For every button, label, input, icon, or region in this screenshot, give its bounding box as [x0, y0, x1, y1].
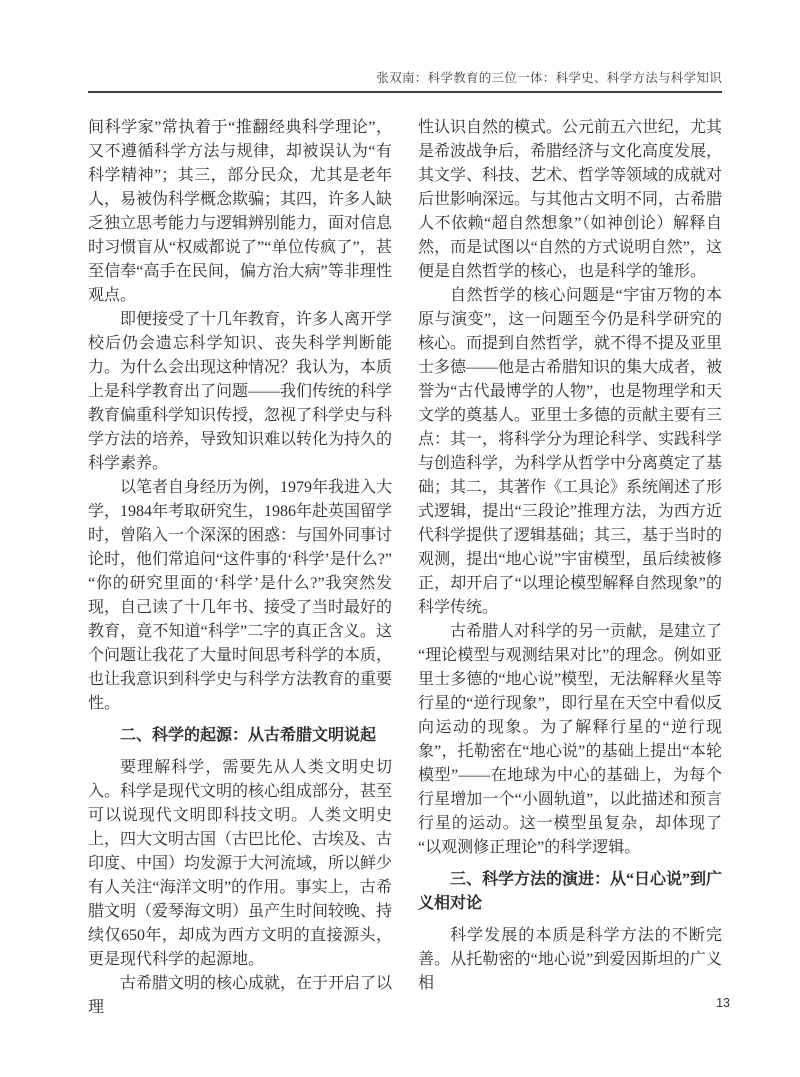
- header-rule: [88, 91, 722, 93]
- page-number: 13: [716, 996, 730, 1010]
- paragraph: 古希腊人对科学的另一贡献，是建立了“理论模型与观测结果对比”的理念。例如亚里士多德的“地心说”模型，无法解释火星等行星的“逆行现象”，即行星在天空中看似反向运动的现象。为了解释行星的“逆行现象”，托勒密在“地心说”的基础上提出“本轮模型”——在地球为中心的基础上，为每个行星增加一个“小圆轨道”，以此描述和预言行星的运动。这一模型虽复杂，却体现了“以观测修正理论”的科学逻辑。: [418, 623, 723, 856]
- right-column: [418, 116, 722, 1020]
- page-header: [88, 70, 722, 93]
- paragraph: 要理解科学，需要先从人类文明史切入。科学是现代文明的核心组成部分，甚至可以说现代文明即科技文明。人类文明史上，四大文明古国（古巴比伦、古埃及、古印度、中国）均发源于大河流域，所以鲜少有人关注“海洋文明”的作用。事实上，古希腊文明（爱琴海文明）虽产生时间较晚、持续仅650年，却成为西方文明的直接源头，更是现代科学的起源地。: [88, 759, 393, 968]
- left-column: [88, 116, 392, 1020]
- paragraph: 即便接受了十几年教育，许多人离开学校后仍会遗忘科学知识、丧失科学判断能力。为什么会出现这种情况？我认为，本质上是科学教育出了问题——我们传统的科学教育偏重科学知识传授，忽视了科学史与科学方法的培养，导致知识难以转化为持久的科学素养。: [88, 311, 393, 472]
- running-title: 张双南：科学教育的三位一体：科学史、科学方法与科学知识: [376, 71, 722, 85]
- paragraph-continued: 性认识自然的模式。公元前五六世纪，尤其是希波战争后，希腊经济与文化高度发展，其文学、科技、艺术、哲学等领域的成就对后世影响深远。与其他古文明不同，古希腊人不依赖“超自然想象”（如神创论）解释自然，而是试图以“自然的方式说明自然”，这便是自然哲学的核心，也是科学的雏形。: [418, 119, 723, 280]
- paragraph: 科学发展的本质是科学方法的不断完善。从托勒密的“地心说”到爱因斯坦的广义相: [418, 927, 722, 992]
- paragraph-continued: 间科学家”常执着于“推翻经典科学理论”，又不遵循科学方法与规律，却被误认为“有科学精神”；其三，部分民众，尤其是老年人，易被伪科学概念欺骗；其四，许多人缺乏独立思考能力与逻辑辨别能力，面对信息时习惯盲从“权威都说了”“单位传疯了”，甚至信奉“高手在民间，偏方治大病”等非理性观点。: [88, 119, 393, 304]
- paragraph: 自然哲学的核心问题是“宇宙万物的本原与演变”，这一问题至今仍是科学研究的核心。而提到自然哲学，就不得不提及亚里士多德——他是古希腊知识的集大成者，被誉为“古代最博学的人物”，也是物理学和天文学的奠基人。亚里士多德的贡献主要有三点：其一，将科学分为理论科学、实践科学与创造科学，为科学从哲学中分离奠定了基础；其二，其著作《工具论》系统阐述了形式逻辑，提出“三段论”推理方法，为西方近代科学提供了逻辑基础；其三，基于当时的观测，提出“地心说”宇宙模型，虽后续被修正，却开启了“以理论模型解释自然现象”的科学传统。: [418, 287, 723, 616]
- paragraph: 古希腊文明的核心成就，在于开启了以理: [88, 975, 393, 1016]
- section-heading-2: 二、科学的起源：从古希腊文明说起: [120, 727, 377, 744]
- section-heading-3: 三、科学方法的演进：从“日心说”到广义相对论: [418, 871, 723, 912]
- paragraph: 以笔者自身经历为例，1979年我进入大学，1984年考取研究生，1986年赴英国留学时，曾陷入一个深深的困惑：与国外同事讨论时，他们常追问“这件事的‘科学’是什么?”“你的研究里面的‘科学’是什么?”我突然发现，自己读了十几年书、接受了当时最好的教育，竟不知道“科学”二字的真正含义。这个问题让我花了大量时间思考科学的本质，也让我意识到科学史与科学方法教育的重要性。: [88, 479, 393, 712]
- page-body: [88, 116, 722, 1020]
